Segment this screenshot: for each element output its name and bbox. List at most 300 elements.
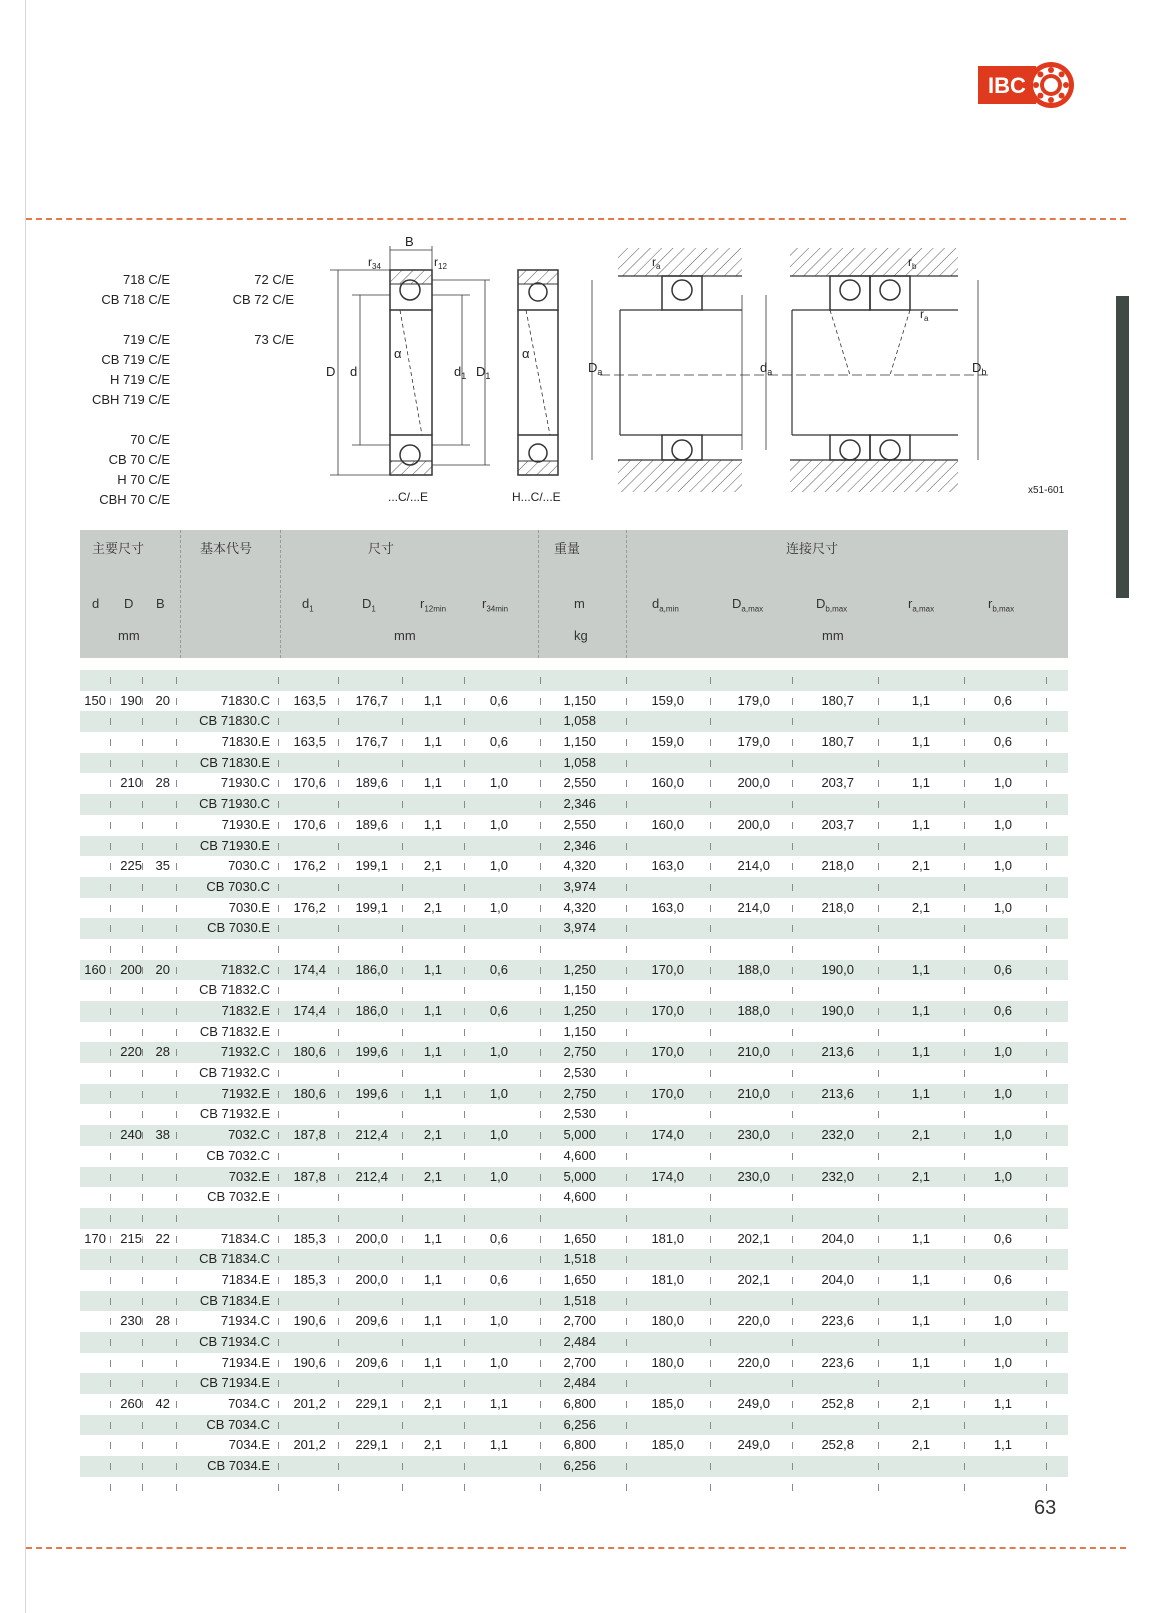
sym-D1	[362, 596, 376, 614]
cell-ra: 1,1	[911, 961, 930, 977]
column-tick	[1046, 1484, 1047, 1491]
column-tick	[278, 1215, 279, 1222]
cell-r12: 1,1	[423, 1271, 442, 1287]
cell-r12: 1,1	[423, 1044, 442, 1060]
group-main-dimensions: 主要尺寸	[92, 541, 145, 556]
caption-hce: H...C/...E	[512, 490, 561, 504]
header-separator	[180, 530, 181, 658]
column-tick	[176, 1215, 177, 1222]
column-tick	[964, 1318, 965, 1325]
designation-item: H 719 C/E	[110, 372, 170, 387]
column-tick	[402, 1422, 403, 1429]
column-tick	[792, 1277, 793, 1284]
column-tick	[792, 1484, 793, 1491]
cell-m: 2,750	[563, 1044, 596, 1060]
column-tick	[110, 1091, 111, 1098]
column-tick	[338, 1484, 339, 1491]
column-tick	[278, 1236, 279, 1243]
cell-B: 35	[155, 858, 170, 874]
column-tick	[278, 760, 279, 767]
cell-code: CB 71834.C	[199, 1251, 270, 1267]
column-tick	[1046, 1029, 1047, 1036]
column-tick	[142, 1401, 143, 1408]
column-tick	[142, 905, 143, 912]
label-d: d	[350, 364, 358, 379]
column-tick	[142, 925, 143, 932]
bearing-table	[80, 530, 1160, 1498]
column-tick	[792, 760, 793, 767]
sym-r12	[420, 596, 446, 614]
column-tick	[626, 1277, 627, 1284]
column-tick	[540, 1008, 541, 1015]
column-tick	[464, 1360, 465, 1367]
left-margin-rule	[25, 0, 26, 1613]
cell-m: 4,320	[563, 858, 596, 874]
column-tick	[338, 1339, 339, 1346]
label-da-sub: a	[767, 367, 773, 377]
cell-r34: 1,0	[489, 1354, 508, 1370]
column-tick	[626, 1049, 627, 1056]
column-tick	[402, 677, 403, 684]
column-tick	[1046, 1277, 1047, 1284]
cell-code: 7034.C	[228, 1396, 270, 1412]
table-header	[80, 530, 1068, 658]
column-tick	[402, 1070, 403, 1077]
column-tick	[792, 801, 793, 808]
column-tick	[792, 1256, 793, 1263]
column-tick	[464, 967, 465, 974]
column-tick	[464, 1070, 465, 1077]
cell-r12: 1,1	[423, 961, 442, 977]
column-tick	[176, 1174, 177, 1181]
cell-r12: 1,1	[423, 775, 442, 791]
column-tick	[142, 677, 143, 684]
column-tick	[1046, 1463, 1047, 1470]
column-tick	[710, 987, 711, 994]
column-tick	[1046, 1215, 1047, 1222]
cell-Da: 210,0	[737, 1085, 770, 1101]
column-tick	[1046, 1153, 1047, 1160]
column-tick	[878, 1091, 879, 1098]
column-tick	[110, 1236, 111, 1243]
cell-d1: 201,2	[293, 1437, 326, 1453]
cell-m: 1,250	[563, 1003, 596, 1018]
column-tick	[964, 822, 965, 829]
cell-rb: 1,1	[993, 1437, 1012, 1453]
column-tick	[402, 1153, 403, 1160]
column-tick	[878, 801, 879, 808]
cell-r12: 2,1	[423, 1437, 442, 1453]
column-tick	[540, 863, 541, 870]
label-r12: r	[434, 255, 438, 269]
column-tick	[626, 677, 627, 684]
column-tick	[626, 905, 627, 912]
column-tick	[402, 1401, 403, 1408]
label-ra-sub-2: a	[924, 314, 929, 323]
label-Da: D	[588, 360, 598, 375]
column-tick	[402, 905, 403, 912]
column-tick	[142, 1132, 143, 1139]
column-tick	[792, 884, 793, 891]
column-tick	[142, 1111, 143, 1118]
cell-m: 4,320	[563, 899, 596, 915]
column-tick	[176, 1422, 177, 1429]
column-tick	[338, 1091, 339, 1098]
cell-ra: 1,1	[911, 775, 930, 791]
column-tick	[110, 843, 111, 850]
column-tick	[464, 1422, 465, 1429]
column-tick	[338, 1153, 339, 1160]
column-tick	[792, 1360, 793, 1367]
column-tick	[464, 1049, 465, 1056]
column-tick	[402, 1194, 403, 1201]
table-row	[80, 670, 1068, 691]
column-tick	[626, 1380, 627, 1387]
column-tick	[464, 1463, 465, 1470]
column-tick	[338, 739, 339, 746]
cell-r12: 2,1	[423, 1127, 442, 1143]
cell-da: 160,0	[651, 816, 684, 832]
column-tick	[402, 1277, 403, 1284]
cell-D1: 176,7	[355, 692, 388, 708]
column-tick	[176, 822, 177, 829]
column-tick	[464, 718, 465, 725]
column-tick	[278, 1339, 279, 1346]
cell-r12: 2,1	[423, 899, 442, 915]
column-tick	[626, 1360, 627, 1367]
column-tick	[878, 1132, 879, 1139]
column-tick	[338, 1256, 339, 1263]
column-tick	[1046, 1049, 1047, 1056]
column-tick	[964, 718, 965, 725]
column-tick	[338, 987, 339, 994]
cell-code: CB 7034.E	[207, 1458, 270, 1474]
column-tick	[338, 1111, 339, 1118]
column-tick	[626, 739, 627, 746]
cell-rb: 1,0	[993, 1044, 1012, 1060]
cell-code: 71832.E	[221, 1003, 270, 1018]
column-tick	[278, 1401, 279, 1408]
column-tick	[142, 1194, 143, 1201]
cell-rb: 0,6	[993, 1271, 1012, 1287]
cell-Da: 210,0	[737, 1044, 770, 1060]
column-tick	[878, 843, 879, 850]
designation-item: CBH 719 C/E	[91, 392, 170, 407]
column-tick	[142, 843, 143, 850]
cell-D1: 209,6	[355, 1354, 388, 1370]
top-dashed-rule	[26, 218, 1126, 220]
column-tick	[1046, 863, 1047, 870]
cell-da: 163,0	[651, 858, 684, 874]
column-tick	[176, 1360, 177, 1367]
column-tick	[710, 925, 711, 932]
cell-D1: 199,1	[355, 858, 388, 874]
column-tick	[110, 1380, 111, 1387]
table-row	[80, 1477, 1068, 1498]
cell-m: 1,518	[563, 1251, 596, 1267]
column-tick	[110, 1360, 111, 1367]
cell-D1: 199,6	[355, 1044, 388, 1060]
column-tick	[1046, 1174, 1047, 1181]
cell-code: CB 71930.C	[199, 796, 270, 812]
cell-d1: 180,6	[293, 1044, 326, 1060]
cell-r12: 2,1	[423, 1168, 442, 1184]
column-tick	[338, 1049, 339, 1056]
column-tick	[338, 780, 339, 787]
cell-m: 2,550	[563, 816, 596, 832]
column-tick	[402, 987, 403, 994]
column-tick	[878, 718, 879, 725]
column-tick	[1046, 843, 1047, 850]
table-row	[80, 1249, 1068, 1270]
column-tick	[792, 1049, 793, 1056]
column-tick	[338, 1029, 339, 1036]
column-tick	[964, 1049, 965, 1056]
cell-rb: 0,6	[993, 1003, 1012, 1018]
cell-D: 190	[120, 692, 142, 708]
column-tick	[878, 1236, 879, 1243]
column-tick	[176, 1194, 177, 1201]
table-row	[80, 1208, 1068, 1229]
column-tick	[792, 1380, 793, 1387]
cell-Da: 200,0	[737, 775, 770, 791]
cell-d1: 163,5	[293, 692, 326, 708]
column-tick	[1046, 1236, 1047, 1243]
table-row	[80, 1063, 1068, 1084]
column-tick	[540, 1318, 541, 1325]
cell-code: 7032.E	[228, 1168, 270, 1184]
column-tick	[626, 1111, 627, 1118]
column-tick	[278, 1380, 279, 1387]
column-tick	[176, 1442, 177, 1449]
column-tick	[402, 718, 403, 725]
column-tick	[878, 905, 879, 912]
column-tick	[964, 1153, 965, 1160]
column-tick	[792, 1236, 793, 1243]
column-tick	[278, 780, 279, 787]
column-tick	[540, 1442, 541, 1449]
column-tick	[540, 1132, 541, 1139]
column-tick	[110, 1111, 111, 1118]
column-tick	[1046, 1091, 1047, 1098]
column-tick	[540, 1277, 541, 1284]
cell-m: 4,600	[563, 1189, 596, 1205]
column-tick	[626, 760, 627, 767]
column-tick	[1046, 760, 1047, 767]
column-tick	[402, 1442, 403, 1449]
column-tick	[540, 1153, 541, 1160]
column-tick	[176, 1153, 177, 1160]
column-tick	[710, 1339, 711, 1346]
column-tick	[1046, 987, 1047, 994]
column-tick	[338, 1194, 339, 1201]
column-tick	[540, 967, 541, 974]
sym-da	[652, 596, 679, 614]
column-tick	[710, 1049, 711, 1056]
cell-m: 3,974	[563, 878, 596, 894]
column-tick	[464, 1215, 465, 1222]
cell-m: 2,484	[563, 1375, 596, 1391]
label-B: B	[405, 234, 414, 249]
table-row	[80, 1146, 1068, 1167]
table-row	[80, 691, 1068, 712]
sym-ra-main: r	[908, 596, 913, 611]
column-tick	[110, 780, 111, 787]
cell-Da: 220,0	[737, 1313, 770, 1329]
column-tick	[278, 1422, 279, 1429]
column-tick	[338, 863, 339, 870]
unit-abut: mm	[822, 628, 844, 643]
table-row	[80, 1394, 1068, 1415]
column-tick	[338, 1298, 339, 1305]
column-tick	[878, 1070, 879, 1077]
designation-list-left	[88, 270, 170, 530]
column-tick	[792, 1194, 793, 1201]
cell-B: 28	[155, 1044, 170, 1060]
column-tick	[964, 801, 965, 808]
cell-D1: 199,1	[355, 899, 388, 915]
table-row	[80, 918, 1068, 939]
column-tick	[110, 1153, 111, 1160]
designation-item: 73 C/E	[254, 332, 294, 347]
column-tick	[338, 1008, 339, 1015]
cell-B: 20	[155, 961, 170, 977]
column-tick	[626, 843, 627, 850]
column-tick	[338, 1236, 339, 1243]
cell-code: 71932.E	[221, 1085, 270, 1101]
svg-text:Db	[972, 360, 986, 377]
column-tick	[402, 863, 403, 870]
bearing-drawing	[326, 234, 1110, 520]
column-tick	[540, 1401, 541, 1408]
column-tick	[402, 1339, 403, 1346]
column-tick	[878, 1463, 879, 1470]
cell-d1: 176,2	[293, 899, 326, 915]
cell-m: 1,150	[563, 1023, 596, 1039]
column-tick	[964, 1360, 965, 1367]
column-tick	[278, 863, 279, 870]
column-tick	[710, 1422, 711, 1429]
column-tick	[710, 1132, 711, 1139]
column-tick	[110, 1318, 111, 1325]
column-tick	[1046, 905, 1047, 912]
column-tick	[878, 1153, 879, 1160]
column-tick	[278, 1463, 279, 1470]
cell-code: CB 71832.E	[199, 1023, 270, 1039]
cell-r34: 1,0	[489, 816, 508, 832]
column-tick	[710, 946, 711, 953]
cell-r34: 1,1	[489, 1396, 508, 1412]
designation-item: CB 72 C/E	[232, 292, 294, 307]
page-number: 63	[1034, 1497, 1057, 1519]
cell-Da: 179,0	[737, 692, 770, 708]
column-tick	[176, 967, 177, 974]
label-r12-sub: 12	[438, 262, 447, 271]
column-tick	[792, 1339, 793, 1346]
column-tick	[964, 967, 965, 974]
cell-m: 4,600	[563, 1147, 596, 1163]
cell-rb: 0,6	[993, 1230, 1012, 1246]
column-tick	[176, 1008, 177, 1015]
cell-m: 3,974	[563, 920, 596, 936]
cell-r34: 0,6	[489, 961, 508, 977]
cell-r12: 1,1	[423, 1003, 442, 1018]
column-tick	[792, 843, 793, 850]
column-tick	[964, 1215, 965, 1222]
column-tick	[964, 946, 965, 953]
column-tick	[1046, 822, 1047, 829]
column-tick	[792, 905, 793, 912]
cell-Da: 188,0	[737, 961, 770, 977]
label-r34: r	[368, 255, 372, 269]
column-tick	[176, 718, 177, 725]
column-tick	[142, 863, 143, 870]
column-tick	[464, 1484, 465, 1491]
cell-m: 1,650	[563, 1271, 596, 1287]
column-tick	[464, 739, 465, 746]
cell-m: 2,346	[563, 837, 596, 853]
cell-rb: 0,6	[993, 961, 1012, 977]
column-tick	[540, 946, 541, 953]
column-tick	[338, 1380, 339, 1387]
column-tick	[540, 1484, 541, 1491]
column-tick	[110, 1442, 111, 1449]
column-tick	[464, 1091, 465, 1098]
column-tick	[338, 1070, 339, 1077]
column-tick	[176, 1070, 177, 1077]
column-tick	[402, 1463, 403, 1470]
cell-B: 20	[155, 692, 170, 708]
column-tick	[142, 987, 143, 994]
table-row	[80, 773, 1068, 794]
column-tick	[176, 677, 177, 684]
cell-d1: 185,3	[293, 1271, 326, 1287]
column-tick	[710, 1318, 711, 1325]
column-tick	[142, 1484, 143, 1491]
column-tick	[464, 677, 465, 684]
column-tick	[464, 1277, 465, 1284]
cell-r34: 1,0	[489, 1044, 508, 1060]
cell-D: 215	[120, 1230, 142, 1246]
cell-m: 2,700	[563, 1313, 596, 1329]
column-tick	[626, 884, 627, 891]
cell-m: 2,550	[563, 775, 596, 791]
group-weight: 重量	[554, 541, 581, 556]
column-tick	[792, 1442, 793, 1449]
column-tick	[278, 1049, 279, 1056]
cell-code: CB 7030.E	[207, 920, 270, 936]
cell-Da: 214,0	[737, 899, 770, 915]
column-tick	[878, 1008, 879, 1015]
column-tick	[464, 780, 465, 787]
column-tick	[710, 1194, 711, 1201]
column-tick	[792, 1174, 793, 1181]
cell-code: 71930.E	[221, 816, 270, 832]
cell-rb: 1,0	[993, 899, 1012, 915]
cell-code: CB 71934.C	[199, 1334, 270, 1349]
column-tick	[110, 760, 111, 767]
column-tick	[142, 884, 143, 891]
sym-r34-sub: 34min	[486, 604, 509, 614]
cell-Da: 200,0	[737, 816, 770, 832]
cell-d1: 170,6	[293, 775, 326, 791]
cell-da: 159,0	[651, 734, 684, 750]
cell-da: 185,0	[651, 1396, 684, 1412]
column-tick	[142, 739, 143, 746]
cell-da: 181,0	[651, 1271, 684, 1287]
cell-rb: 1,0	[993, 775, 1012, 791]
column-tick	[338, 1277, 339, 1284]
